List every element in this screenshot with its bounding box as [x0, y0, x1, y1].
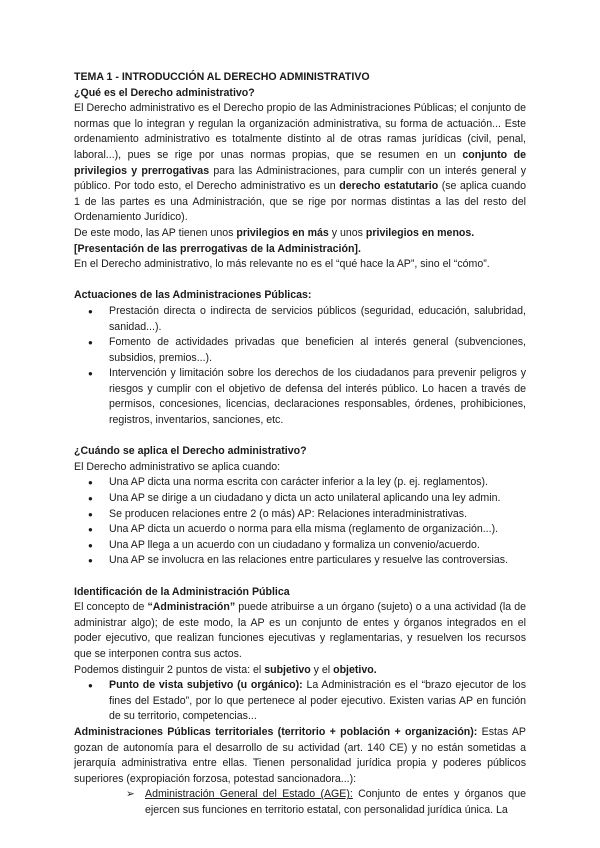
document-title: TEMA 1 - INTRODUCCIÓN AL DERECHO ADMINISTRATIVO — [74, 71, 370, 83]
text-run: El concepto de — [74, 601, 148, 614]
bold-run: subjetivo — [264, 663, 311, 676]
bold-run: privilegios en más — [236, 226, 329, 239]
list-item: ● Fomento de actividades privadas que beneficien al interés general (subvenciones, subsidios, premios...). — [74, 335, 526, 366]
list-item: ● Una AP se involucra en las relaciones entre particulares y resuelve las controversias. — [74, 553, 526, 569]
text-run: (se aplica cuando 1 de las partes es una Administración, que se rige por normas distintas a las del resto del Ordenamiento Jurídico). — [74, 180, 526, 224]
list-cuando — [74, 475, 526, 569]
section-heading-actuaciones: Actuaciones de las Administraciones Públicas: — [74, 289, 312, 302]
bold-run: objetivo. — [333, 663, 377, 676]
paragraph-concepto — [74, 600, 526, 662]
list-item: ● Una AP se dirige a un ciudadano y dicta un acto unilateral aplicando una ley admin. — [74, 491, 526, 507]
bold-run: Punto de vista subjetivo (u orgánico): — [109, 679, 303, 692]
text-run: y el — [310, 663, 334, 676]
list-subjetivo — [74, 678, 526, 725]
text-run: Podemos distinguir 2 puntos de vista: el — [74, 663, 265, 676]
bold-run: conjunto de privilegios y prerrogativas — [74, 148, 526, 177]
list-item: ● Una AP llega a un acuerdo con un ciudadano y formaliza un convenio/acuerdo. — [74, 538, 526, 554]
paragraph-cuando-intro: El Derecho administrativo se aplica cuando: — [74, 460, 281, 473]
underlined-run: Administración General del Estado (AGE): — [145, 788, 353, 801]
list-item — [74, 678, 526, 725]
paragraph-presentacion: [Presentación de las prerrogativas de la Administración]. — [74, 242, 361, 255]
paragraph-definicion — [74, 101, 526, 226]
text-run: De este modo, las AP tienen unos — [74, 226, 237, 239]
paragraph-privilegios — [74, 226, 526, 242]
list-item: ● Una AP dicta un acuerdo o norma para ella misma (reglamento de organización...). — [74, 522, 526, 538]
paragraph-puntos-de-vista — [74, 663, 526, 679]
paragraph-que-como: En el Derecho administrativo, lo más relevante no es el “qué hace la AP”, sino el “cómo”. — [74, 258, 490, 271]
text-run: Estas AP gozan de autonomía para el desarrollo de su actividad (art. 140 CE) y no están sometidas a jerarquía administrativa entre ellas. Tienen personalidad jurídica propia y poderes públicos superiores (expropiación forzosa, potestad sancionadora...): — [74, 725, 526, 785]
arrow-item-age — [74, 787, 526, 818]
arrow-bullet-icon: ➢ — [126, 788, 135, 801]
bold-run: “Administración” — [147, 601, 236, 614]
text-run: Conjunto de entes y órganos que ejercen sus funciones en territorio estatal, con personalidad jurídica única. La — [145, 788, 526, 816]
bold-run: Administraciones Públicas territoriales (territorio + población + organización): — [74, 725, 478, 738]
text-run: y unos — [328, 226, 366, 239]
text-run: para las Administraciones, para cumplir con un interés general y público. Por todo esto, el Derecho administrativo es un — [74, 164, 526, 193]
list-item: ● Se producen relaciones entre 2 (o más) AP: Relaciones interadministrativas. — [74, 507, 526, 523]
text-run: puede atribuirse a un órgano (sujeto) o a una actividad (la de administrar algo); de este modo, la AP es un conjunto de entes y órganos integrados en el poder ejecutivo, que realizan funciones ejecutivas y reglamentarias, y resuelven los recursos que se interponen contra sus actos. — [74, 601, 526, 660]
list-item: ● Prestación directa o indirecta de servicios públicos (seguridad, educación, salubridad, sanidad...). — [74, 304, 526, 335]
bold-run: privilegios en menos. — [365, 226, 475, 239]
section-heading-cuando: ¿Cuándo se aplica el Derecho administrativo? — [74, 445, 307, 458]
paragraph-ap-territoriales — [74, 725, 526, 787]
section-heading-que-es: ¿Qué es el Derecho administrativo? — [74, 86, 255, 99]
text-run: El Derecho administrativo es el Derecho propio de las Administraciones Públicas; el conjunto de normas que lo integran y regulan la organización administrativa, su forma de actuación... Este ordenamiento administrativo es totalmente distinto al de otras ramas jurídicas (civil, penal, laboral...), pues se rige por unas normas propias, que se resumen en un — [74, 102, 526, 161]
section-heading-identificacion: Identificación de la Administración Pública — [74, 585, 290, 598]
document-body — [74, 70, 526, 819]
bold-run: derecho estatutario — [339, 180, 439, 193]
list-item: ● Una AP dicta una norma escrita con carácter inferior a la ley (p. ej. reglamentos). — [74, 475, 526, 491]
list-actuaciones — [74, 304, 526, 429]
list-item: ● Intervención y limitación sobre los derechos de los ciudadanos para prevenir peligros y riesgos y cumplir con el objetivo de defensa del interés público. Lo hacen a través de permisos, concesiones, licencias, declaraciones responsables, órdenes, prohibiciones, registros, inventarios, sanciones, etc. — [74, 366, 526, 428]
text-run: La Administración es el “brazo ejecutor de los fines del Estado”, por lo que pertenece al poder ejecutivo. Existen varias AP en función de su territorio, competencias... — [109, 679, 526, 723]
